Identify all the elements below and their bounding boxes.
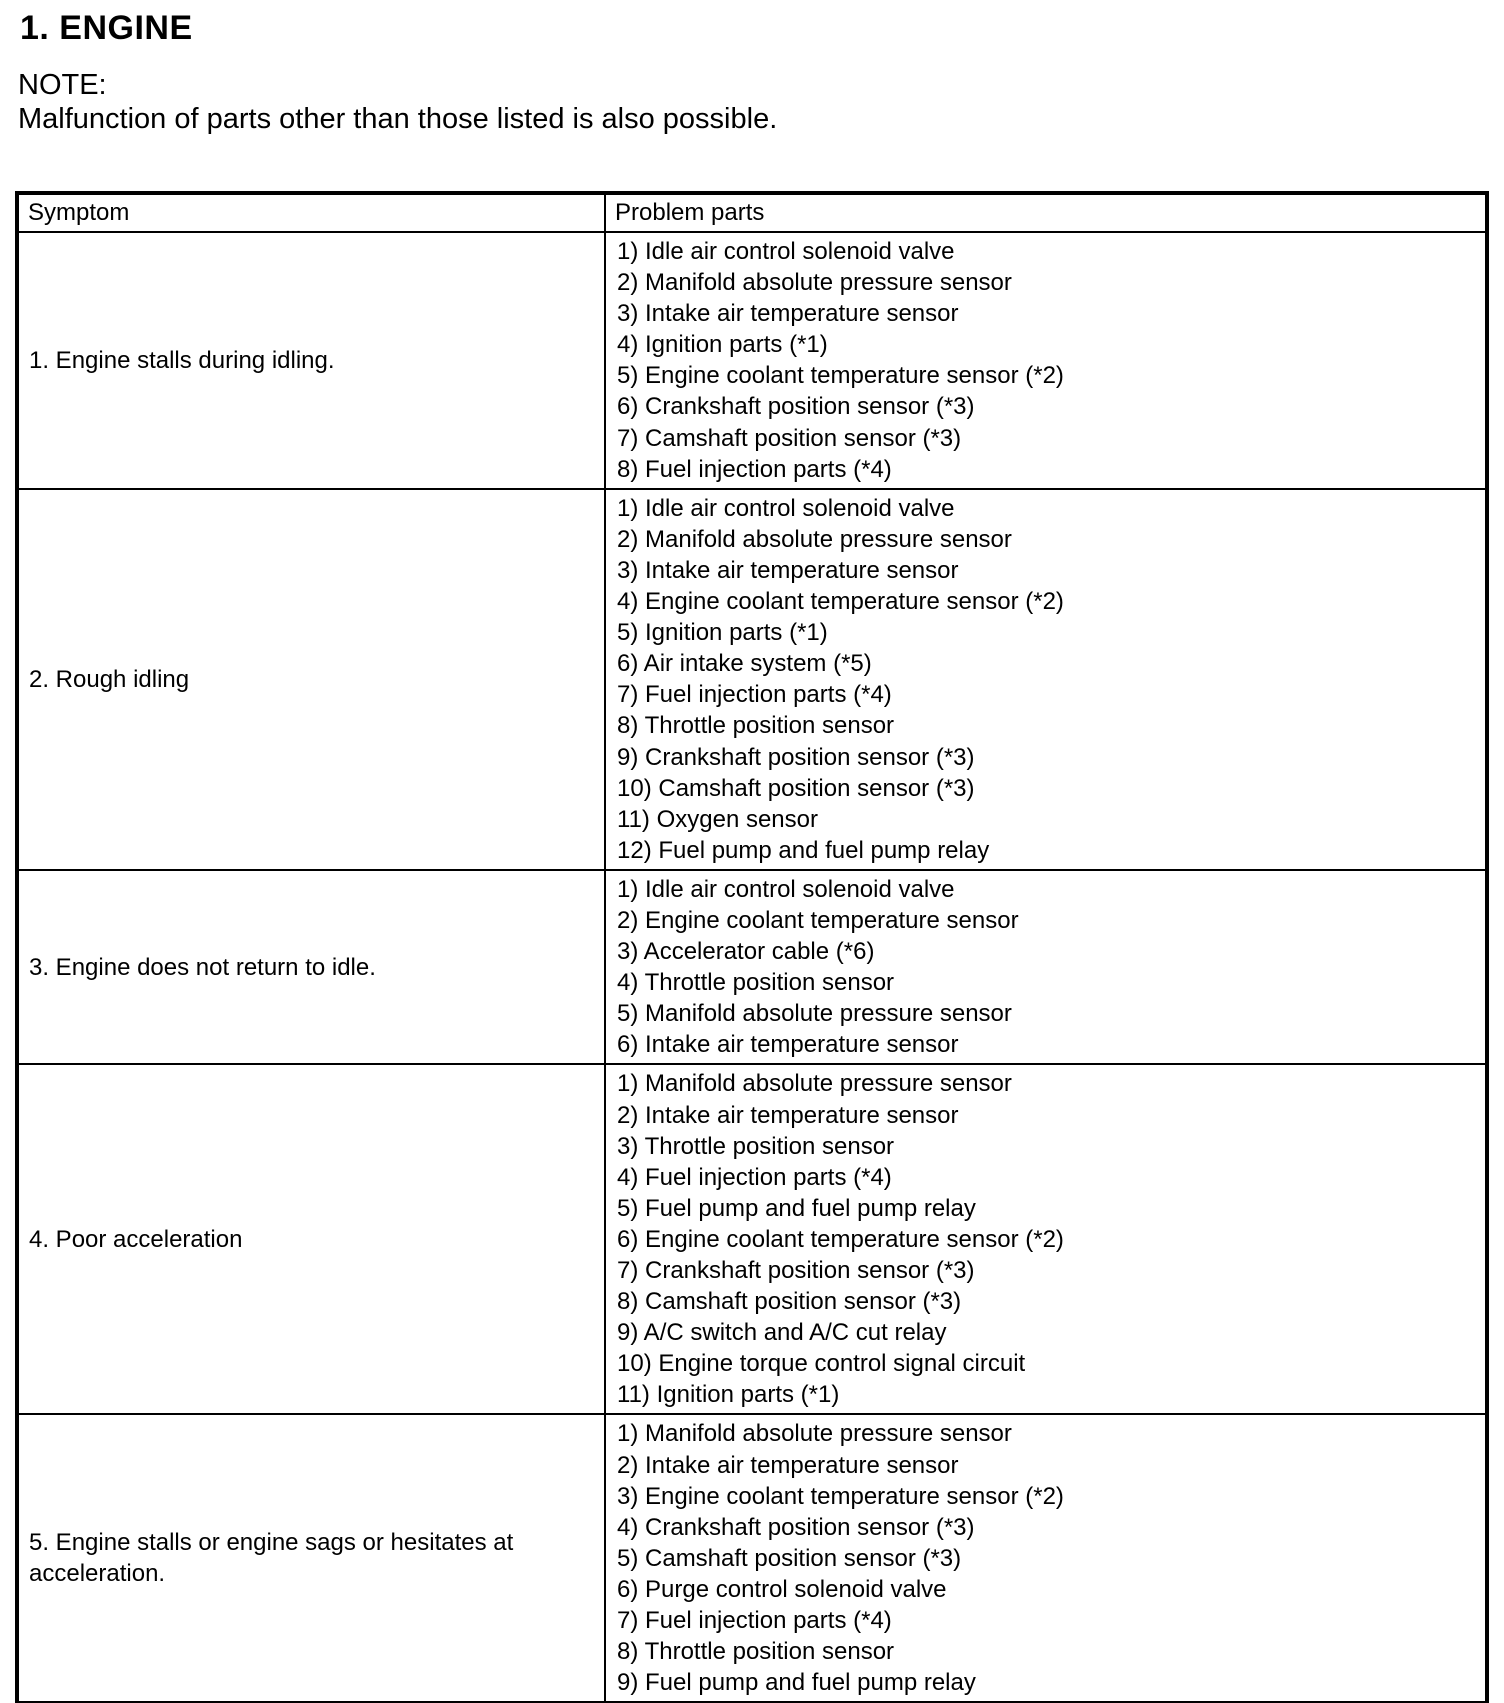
table-body [18, 232, 1486, 1702]
note-block [18, 68, 777, 136]
problem-part-item: 1) Manifold absolute pressure sensor [617, 1420, 1012, 1448]
problem-part-item: 11) Oxygen sensor [617, 805, 818, 833]
problem-part-item: 7) Crankshaft position sensor (*3) [617, 1257, 975, 1284]
problem-part-item: 4) Ignition parts (*1) [617, 331, 828, 359]
problem-parts-list [617, 236, 1485, 485]
problem-part-item: 9) Crankshaft position sensor (*3) [617, 743, 975, 771]
problem-part-item: 2) Intake air temperature sensor [617, 1451, 959, 1479]
problem-part-item: 2) Intake air temperature sensor [617, 1101, 959, 1129]
note-label: NOTE: [18, 69, 107, 101]
problem-part-item: 10) Engine torque control signal circuit [617, 1350, 1026, 1378]
problem-parts-cell [605, 870, 1486, 1065]
section-title: 1. ENGINE [20, 9, 193, 47]
symptom-table [17, 193, 1487, 1703]
problem-parts-column-header: Problem parts [605, 194, 1486, 232]
symptom-cell: 1. Engine stalls during idling. [18, 232, 605, 489]
problem-part-item: 12) Fuel pump and fuel pump relay [617, 836, 990, 864]
symptom-cell: 2. Rough idling [18, 489, 605, 870]
table-row [18, 489, 1486, 870]
note-text: Malfunction of parts other than those listed is also possible. [18, 103, 778, 135]
problem-part-item: 6) Purge control solenoid valve [617, 1575, 947, 1603]
problem-part-item: 4) Engine coolant temperature sensor (*2) [617, 588, 1064, 616]
problem-parts-list [617, 493, 1485, 866]
problem-part-item: 1) Idle air control solenoid valve [617, 875, 955, 903]
table-header-row [18, 194, 1486, 232]
problem-part-item: 9) Fuel pump and fuel pump relay [617, 1669, 976, 1697]
problem-part-item: 5) Fuel pump and fuel pump relay [617, 1194, 976, 1222]
problem-parts-cell [605, 489, 1486, 870]
problem-part-item: 2) Manifold absolute pressure sensor [617, 269, 1012, 297]
table-row [18, 870, 1486, 1065]
symptom-column-header: Symptom [18, 194, 605, 232]
problem-part-item: 3) Intake air temperature sensor [617, 300, 959, 328]
problem-part-item: 3) Throttle position sensor [617, 1132, 895, 1160]
problem-part-item: 10) Camshaft position sensor (*3) [617, 774, 975, 802]
problem-part-item: 1) Manifold absolute pressure sensor [617, 1070, 1012, 1098]
problem-part-item: 4) Throttle position sensor [617, 969, 895, 997]
table-row [18, 232, 1486, 489]
problem-part-item: 1) Idle air control solenoid valve [617, 238, 955, 265]
problem-part-item: 2) Engine coolant temperature sensor [617, 906, 1019, 934]
problem-part-item: 4) Fuel injection parts (*4) [617, 1163, 892, 1191]
symptom-cell: 4. Poor acceleration [18, 1064, 605, 1414]
problem-part-item: 6) Engine coolant temperature sensor (*2) [617, 1225, 1064, 1253]
symptom-cell: 5. Engine stalls or engine sags or hesitates at acceleration. [18, 1414, 605, 1702]
problem-part-item: 6) Intake air temperature sensor [617, 1031, 959, 1059]
problem-part-item: 5) Camshaft position sensor (*3) [617, 1544, 962, 1572]
problem-part-item: 5) Manifold absolute pressure sensor [617, 1000, 1012, 1028]
problem-part-item: 3) Accelerator cable (*6) [617, 938, 875, 966]
problem-part-item: 8) Throttle position sensor [617, 712, 895, 740]
problem-parts-list [617, 874, 1485, 1061]
problem-parts-cell [605, 1414, 1486, 1702]
problem-part-item: 6) Air intake system (*5) [617, 650, 872, 678]
problem-part-item: 1) Idle air control solenoid valve [617, 494, 955, 522]
problem-part-item: 8) Throttle position sensor [617, 1638, 895, 1666]
table-row [18, 1064, 1486, 1414]
problem-part-item: 7) Camshaft position sensor (*3) [617, 424, 962, 452]
problem-part-item: 11) Ignition parts (*1) [617, 1381, 840, 1409]
problem-parts-cell [605, 232, 1486, 489]
problem-part-item: 8) Fuel injection parts (*4) [617, 455, 892, 483]
problem-part-item: 4) Crankshaft position sensor (*3) [617, 1513, 975, 1541]
problem-part-item: 8) Camshaft position sensor (*3) [617, 1288, 962, 1316]
problem-part-item: 3) Intake air temperature sensor [617, 556, 959, 584]
problem-part-item: 7) Fuel injection parts (*4) [617, 681, 892, 709]
symptom-cell: 3. Engine does not return to idle. [18, 870, 605, 1065]
problem-part-item: 5) Engine coolant temperature sensor (*2) [617, 362, 1064, 390]
problem-part-item: 2) Manifold absolute pressure sensor [617, 525, 1012, 553]
problem-part-item: 6) Crankshaft position sensor (*3) [617, 393, 975, 421]
problem-part-item: 9) A/C switch and A/C cut relay [617, 1319, 947, 1347]
problem-parts-cell [605, 1064, 1486, 1414]
problem-part-item: 7) Fuel injection parts (*4) [617, 1607, 892, 1635]
problem-parts-list [617, 1418, 1485, 1698]
problem-parts-list [617, 1068, 1485, 1410]
table-row [18, 1414, 1486, 1702]
problem-part-item: 3) Engine coolant temperature sensor (*2) [617, 1482, 1064, 1510]
problem-part-item: 5) Ignition parts (*1) [617, 619, 828, 647]
